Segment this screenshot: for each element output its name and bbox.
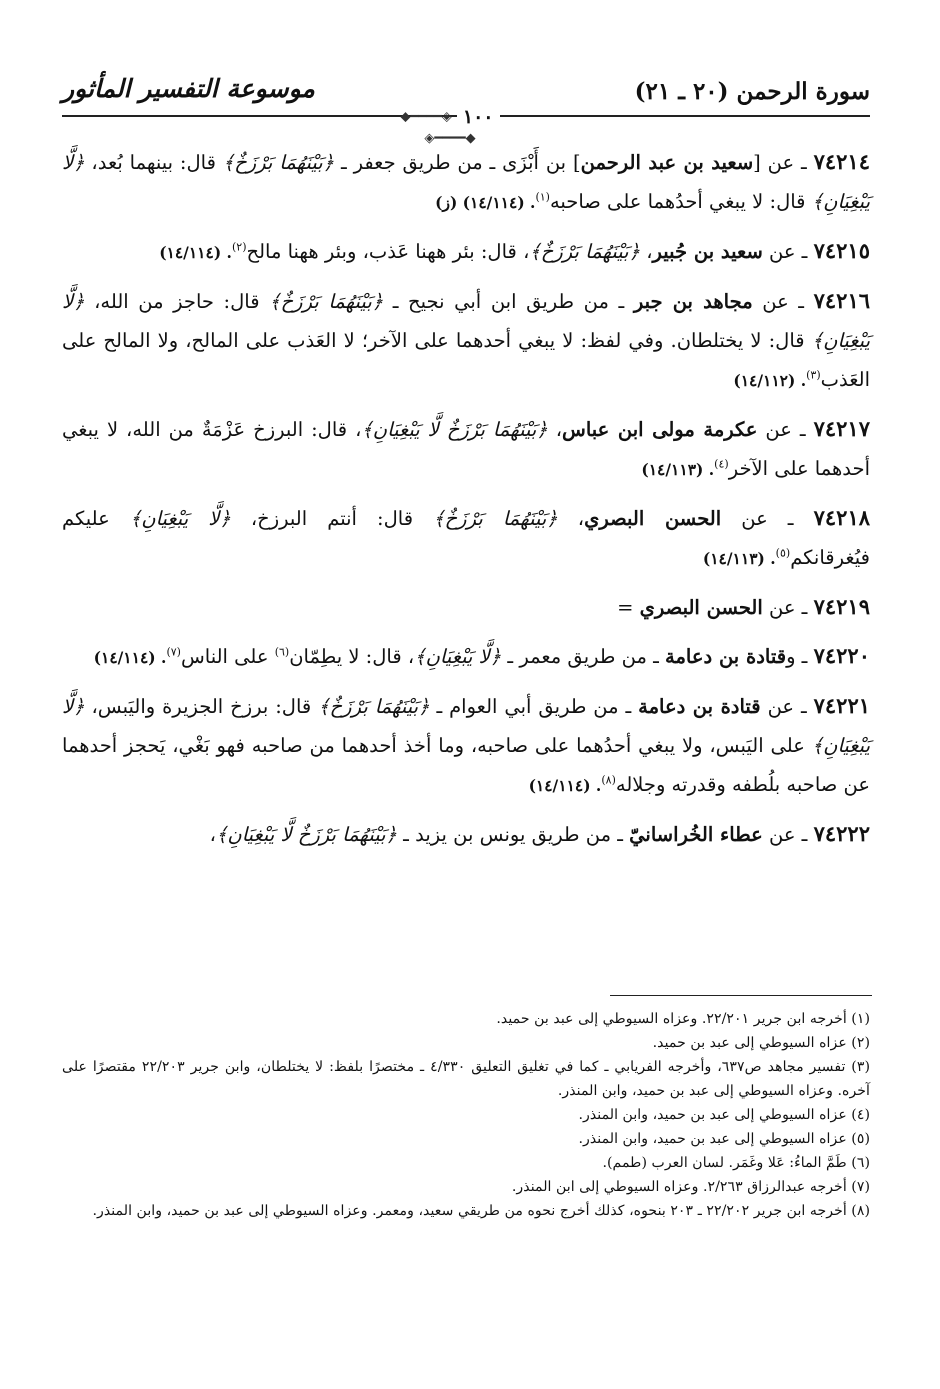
narrations — [62, 142, 870, 863]
narrator-name: سعيد بن جُبير — [652, 240, 763, 263]
narration-number: ٧٤٢١٦ — [813, 288, 871, 313]
narration-text: ] بن أَبْزَى ـ من طريق جعفر ـ — [334, 151, 581, 174]
quran-quote: ﴿بَيْنَهُمَا بَرْزَخٌ لَّا يَبْغِيَانِ﴾ — [215, 823, 397, 846]
narration-text: على اليَبس، ولا يبغي أحدُهما على صاحبه، وما أخذ أحدهما من صاحبه فهو بَغْي، يَحجز أحدهما عن صاحبه بلُطفه وقدرته وجلاله — [62, 734, 870, 796]
narration-text: = — [617, 596, 640, 619]
narration-text: ، — [640, 240, 653, 263]
footnote-marker: (٨) — [601, 773, 616, 787]
volume-reference: . (١٤/١١٣) — [641, 460, 715, 479]
quran-quote: ﴿لَّا يَبْغِيَانِ﴾ — [62, 695, 870, 757]
narration-number: ٧٤٢١٨ — [813, 505, 871, 530]
volume-reference: . (١٤/١١٤) — [159, 243, 232, 262]
narration-text: قال: حاجز من الله، — [84, 290, 270, 313]
quran-quote: ﴿لَّا يَبْغِيَانِ﴾ — [62, 151, 870, 213]
narration-text: ـ عن — [762, 823, 814, 846]
narration-74215 — [62, 231, 870, 272]
narrator-name: قتادة بن دعامة — [638, 695, 761, 718]
narrator-name: الحسن البصري — [639, 596, 763, 619]
narration-text: ، — [209, 823, 216, 846]
narration-74222 — [62, 814, 870, 854]
narration-text: ـ من طريق معمر ـ — [501, 645, 665, 668]
narration-text: ـ من طريق أبي العوام ـ — [429, 695, 639, 718]
narration-text: ، قال: البرزخ عَزْمَةٌ من الله، لا يبغي أحدهما على الآخر — [62, 418, 870, 480]
volume-reference: . (١٤/١١٤) (ز) — [435, 193, 536, 212]
footnote-2: (٢) عزاه السيوطي إلى عبد بن حميد. — [652, 1035, 870, 1051]
book-title: موسوعة التفسير المأثور — [62, 74, 315, 103]
footnotes — [62, 1007, 870, 1223]
narration-number: ٧٤٢١٤ — [813, 149, 870, 174]
quran-quote: ﴿بَيْنَهُمَا بَرْزَخٌ﴾ — [529, 240, 640, 263]
narration-74214 — [62, 142, 870, 222]
narration-text: ـ من طريق ابن أبي نجيح ـ — [383, 290, 634, 313]
narration-74218 — [62, 498, 870, 578]
quran-quote: ﴿بَيْنَهُمَا بَرْزَخٌ﴾ — [269, 290, 384, 313]
narration-number: ٧٤٢٢٢ — [813, 821, 870, 846]
footnote-marker: (٦) — [274, 645, 290, 659]
narrator-name: مجاهد بن جبر — [633, 290, 753, 313]
quran-quote: ﴿بَيْنَهُمَا بَرْزَخٌ﴾ — [433, 507, 558, 530]
volume-reference: . (١٤/١١٣) — [702, 549, 776, 568]
footnote-marker: (٤) — [714, 457, 729, 471]
quran-quote: ﴿بَيْنَهُمَا بَرْزَخٌ لَّا يَبْغِيَانِ﴾ — [361, 418, 548, 441]
narration-text: ـ عن — [721, 507, 814, 530]
narration-text: ، — [557, 507, 585, 530]
narration-text: ، — [547, 418, 563, 441]
narrator-name: قتادة بن دعامة — [665, 645, 787, 668]
narration-text: قال: أنتم البرزخ، — [230, 507, 434, 530]
narration-text: قال: برزخ الجزيرة واليَبس، — [84, 695, 319, 718]
page-number-block — [380, 106, 520, 146]
narration-74220 — [62, 636, 870, 677]
quran-quote: ﴿لَّا يَبْغِيَانِ﴾ — [62, 290, 870, 352]
page-number: ١٠٠ — [457, 106, 500, 128]
narration-number: ٧٤٢٢٠ — [813, 643, 870, 668]
surah-title: سورة الرحمن (٢٠ ـ ٢١) — [634, 78, 870, 105]
footnote-6: (٦) طَمَّ الماءُ: عَلا وغَمَر. لسان العرب (طمم). — [602, 1155, 870, 1171]
narrator-name: الحسن البصري — [584, 507, 722, 530]
volume-reference: . (١٤/١١٤) — [528, 776, 602, 795]
narration-number: ٧٤٢١٥ — [813, 238, 870, 263]
narration-text: ، قال: لا يطِمّان — [289, 645, 415, 668]
narration-text: عليكم فيُغرقانكم — [62, 507, 870, 569]
footnote-8: (٨) أخرجه ابن جرير ٢٢/٢٠٢ ـ ٢٠٣ بنحوه، كذلك أخرج نحوه من طريقي سعيد، ومعمر. وعزاه السيوطي إلى عبد بن حميد، وابن المنذر. — [92, 1203, 870, 1219]
footnote-1: (١) أخرجه ابن جرير ٢٢/٢٠١. وعزاه السيوطي إلى عبد بن حميد. — [496, 1011, 870, 1027]
narration-text: قال: لا يبغي أحدُهما على صاحبه — [549, 190, 812, 213]
quran-quote: ﴿بَيْنَهُمَا بَرْزَخٌ﴾ — [318, 695, 430, 718]
volume-reference: . (١٤/١١٤) — [93, 648, 167, 667]
narration-text: ـ عن — [752, 290, 814, 313]
footnote-marker: (١) — [535, 190, 550, 204]
narrator-name: عكرمة مولى ابن عباس — [562, 418, 758, 441]
footnote-7: (٧) أخرجه عبدالرزاق ٢/٢٦٣. وعزاه السيوطي إلى ابن المنذر. — [511, 1179, 870, 1195]
footnote-marker: (٧) — [166, 645, 181, 659]
footnote-4: (٤) عزاه السيوطي إلى عبد بن حميد، وابن المنذر. — [578, 1107, 870, 1123]
narration-text: ، قال: بئر ههنا عَذب، وبئر ههنا مالح — [246, 240, 530, 263]
footnote-marker: (٢) — [231, 240, 247, 254]
footnote-separator — [610, 995, 872, 996]
narration-text: قال: لا يختلطان. وفي لفظ: لا يبغي أحدهما على الآخر؛ لا العَذب على المالح، ولا المالح على العَذب — [62, 329, 870, 391]
quran-quote: ﴿لَّا يَبْغِيَانِ﴾ — [129, 507, 231, 530]
narrator-name: عطاء الخُراسانيّ — [629, 823, 763, 846]
narration-text: ـ و — [786, 645, 814, 668]
narrator-name: سعيد بن عبد الرحمن — [580, 151, 754, 174]
narration-text: ـ عن — [762, 240, 814, 263]
narration-text: ـ عن — [757, 418, 814, 441]
narration-text: على الناس — [180, 645, 275, 668]
narration-text: ـ من طريق يونس بن يزيد ـ — [396, 823, 630, 846]
narration-text: ـ عن — [762, 596, 814, 619]
narration-number: ٧٤٢١٩ — [813, 594, 870, 619]
narration-text: قال: بينهما بُعد، — [84, 151, 223, 174]
footnote-3: (٣) تفسير مجاهد ص٦٣٧، وأخرجه الفريابي ـ كما في تغليق التعليق ٤/٣٣٠ ـ مختصرًا بلفظ: لا يختلطان، وابن جرير ٢٢/٢٠٣ مقتصرًا على آخره. وعزاه السيوطي إلى عبد بن حميد، وابن المنذر. — [62, 1059, 871, 1099]
volume-reference: . (١٤/١١٢) — [733, 371, 807, 390]
quran-quote: ﴿بَيْنَهُمَا بَرْزَخٌ﴾ — [222, 151, 335, 174]
narration-74217 — [62, 409, 870, 489]
narration-74216 — [62, 281, 870, 400]
quran-quote: ﴿لَّا يَبْغِيَانِ﴾ — [414, 645, 502, 668]
narration-74219 — [62, 587, 870, 627]
ornament-right-icon: ◈━━━━◆ — [424, 131, 476, 146]
footnote-marker: (٥) — [775, 546, 791, 560]
footnote-marker: (٣) — [806, 368, 821, 382]
narration-number: ٧٤٢٢١ — [813, 693, 871, 718]
narration-text: ـ عن [ — [753, 151, 814, 174]
narration-number: ٧٤٢١٧ — [813, 416, 870, 441]
narration-74221 — [62, 686, 870, 805]
narration-text: ـ عن — [760, 695, 814, 718]
ornament-left-icon: ◆━━━━◈ — [400, 109, 452, 125]
footnote-5: (٥) عزاه السيوطي إلى عبد بن حميد، وابن المنذر. — [578, 1131, 870, 1147]
